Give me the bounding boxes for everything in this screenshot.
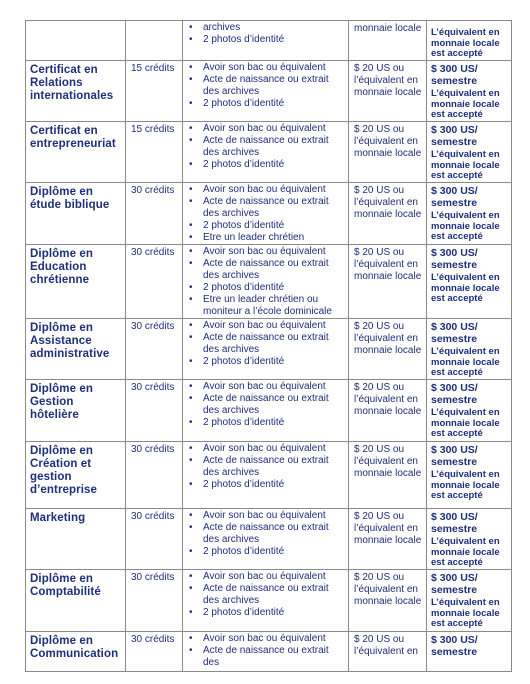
registration-fee-cell — [349, 570, 427, 632]
program-credits-cell — [126, 632, 183, 672]
requirements-cell — [183, 632, 349, 672]
tuition-cell — [427, 21, 512, 61]
requirements-cell — [183, 183, 349, 245]
program-name — [26, 21, 125, 24]
program-name-cell — [26, 319, 126, 380]
requirement-item: • Avoir son bac ou équivalent — [183, 123, 346, 135]
program-row — [26, 380, 512, 442]
tuition-cell — [427, 380, 512, 442]
requirement-item: • Acte de naissance ou extrait des archives — [183, 583, 346, 607]
program-credits: 30 crédits — [131, 444, 175, 455]
requirements-list — [183, 21, 348, 46]
local-currency-note: L’équivalent en monnaie locale est accepté — [431, 210, 500, 242]
requirements-list — [183, 122, 348, 171]
requirements-cell — [183, 442, 349, 509]
registration-fee: $ 20 US ou l’équivalent en monnaie locale — [354, 444, 422, 479]
tuition-price: $ 300 US/ semestre — [431, 382, 478, 406]
program-name: Diplôme en étude biblique — [30, 186, 110, 211]
requirements-cell — [183, 570, 349, 632]
program-credits: 15 crédits — [131, 124, 175, 135]
program-credits-cell — [126, 21, 183, 61]
registration-fee: $ 20 US ou l’équivalent en monnaie locale — [354, 185, 422, 220]
tuition-cell — [427, 442, 512, 509]
program-name: Diplôme en Assistance administrative — [30, 322, 110, 360]
local-currency-note: L’équivalent en monnaie locale est accepté — [431, 272, 500, 304]
registration-fee-cell — [349, 245, 427, 319]
tuition-price: $ 300 US/ semestre — [431, 247, 478, 271]
requirement-item: • 2 photos d’identité — [183, 546, 346, 558]
requirement-item: • 2 photos d’identité — [183, 607, 346, 619]
requirements-list — [183, 570, 348, 619]
local-currency-note: L’équivalent en monnaie locale est accepté — [431, 149, 500, 181]
registration-fee: $ 20 US ou l’équivalent en monnaie locale — [354, 247, 422, 282]
program-credits-cell — [126, 183, 183, 245]
requirement-item: • Avoir son bac ou équivalent — [183, 633, 346, 645]
requirement-item: • 2 photos d’identité — [183, 356, 346, 368]
requirement-item: • Avoir son bac ou équivalent — [183, 510, 346, 522]
requirements-cell — [183, 245, 349, 319]
registration-fee: $ 20 US ou l’équivalent en monnaie locale — [354, 511, 422, 546]
requirement-item: • Acte de naissance ou extrait des archives — [183, 455, 346, 479]
program-name: Marketing — [30, 512, 86, 524]
local-currency-note — [427, 658, 511, 660]
requirement-item: • 2 photos d’identité — [183, 282, 346, 294]
requirement-item: • Acte de naissance ou extrait des archives — [183, 393, 346, 417]
program-credits: 30 crédits — [131, 382, 175, 393]
registration-fee: monnaie locale — [354, 23, 422, 34]
registration-fee-cell — [349, 21, 427, 61]
program-name: Certificat en Relations internationales — [30, 64, 114, 102]
requirements-list — [183, 509, 348, 558]
tuition-cell — [427, 183, 512, 245]
registration-fee-cell — [349, 632, 427, 672]
requirement-item: • Avoir son bac ou équivalent — [183, 381, 346, 393]
program-credits-cell — [126, 570, 183, 632]
registration-fee: $ 20 US ou l’équivalent en monnaie locale — [354, 572, 422, 607]
program-credits: 30 crédits — [131, 185, 175, 196]
program-name-cell — [26, 245, 126, 319]
program-name: Certificat en entrepreneuriat — [30, 125, 116, 150]
program-name: Diplôme en Création et gestion d’entreprise — [30, 445, 98, 496]
requirement-item: • 2 photos d’identité — [183, 159, 346, 171]
tuition-cell — [427, 632, 512, 672]
registration-fee-cell — [349, 442, 427, 509]
registration-fee: $ 20 US ou l’équivalent en monnaie locale — [354, 124, 422, 159]
requirement-item: • Acte de naissance ou extrait des archives — [183, 522, 346, 546]
tuition-price: $ 300 US/ semestre — [431, 572, 478, 596]
requirements-list — [183, 319, 348, 368]
requirement-item: • Acte de naissance ou extrait des — [183, 645, 346, 669]
tuition-price: $ 300 US/ semestre — [431, 634, 478, 658]
requirements-list — [183, 61, 348, 110]
tuition-price: $ 300 US/ semestre — [431, 321, 478, 345]
requirement-item: • Avoir son bac ou équivalent — [183, 62, 346, 74]
requirement-item: • Avoir son bac ou équivalent — [183, 246, 346, 258]
program-name-cell — [26, 122, 126, 183]
program-name: Diplôme en Education chrétienne — [30, 248, 93, 286]
requirements-cell — [183, 319, 349, 380]
local-currency-note: L’équivalent en monnaie locale est accepté — [431, 27, 500, 59]
requirements-list — [183, 632, 348, 669]
tuition-price: $ 300 US/ semestre — [431, 511, 478, 535]
program-credits-cell — [126, 509, 183, 570]
requirement-item: • 2 photos d’identité — [183, 479, 346, 491]
program-name: Diplôme en Comptabilité — [30, 573, 101, 598]
program-name-cell — [26, 21, 126, 61]
registration-fee-cell — [349, 122, 427, 183]
program-row — [26, 61, 512, 122]
requirements-cell — [183, 61, 349, 122]
program-name-cell — [26, 509, 126, 570]
program-row — [26, 570, 512, 632]
program-row — [26, 509, 512, 570]
requirements-cell — [183, 380, 349, 442]
requirement-item: • 2 photos d’identité — [183, 220, 346, 232]
tuition-price: $ 300 US/ semestre — [431, 185, 478, 209]
requirements-list — [183, 245, 348, 318]
tuition-price: $ 300 US/ semestre — [431, 124, 478, 148]
program-name-cell — [26, 570, 126, 632]
local-currency-note: L’équivalent en monnaie locale est accepté — [431, 407, 500, 439]
tuition-price: $ 300 US/ semestre — [431, 444, 478, 468]
requirement-item: • archives — [183, 22, 346, 34]
requirement-item: • Acte de naissance ou extrait des archives — [183, 135, 346, 159]
registration-fee-cell — [349, 509, 427, 570]
tuition-price: $ 300 US/ semestre — [431, 63, 478, 87]
program-credits: 15 crédits — [131, 63, 175, 74]
tuition-cell — [427, 509, 512, 570]
requirements-cell — [183, 122, 349, 183]
tuition-cell — [427, 245, 512, 319]
requirement-item: • Avoir son bac ou équivalent — [183, 184, 346, 196]
requirement-item: • 2 photos d’identité — [183, 98, 346, 110]
program-credits: 30 crédits — [131, 247, 175, 258]
program-credits — [126, 21, 182, 23]
local-currency-note: L’équivalent en monnaie locale est accepté — [431, 88, 500, 120]
program-credits-cell — [126, 245, 183, 319]
requirement-item: • Avoir son bac ou équivalent — [183, 443, 346, 455]
program-name-cell — [26, 61, 126, 122]
requirement-item: • Acte de naissance ou extrait des archives — [183, 258, 346, 282]
requirement-item: • Etre un leader chrétien — [183, 232, 346, 244]
requirements-list — [183, 183, 348, 244]
registration-fee-cell — [349, 319, 427, 380]
requirement-item: • 2 photos d’identité — [183, 417, 346, 429]
program-credits: 30 crédits — [131, 321, 175, 332]
program-table-body — [26, 21, 512, 672]
program-credits: 30 crédits — [131, 511, 175, 522]
program-credits-cell — [126, 380, 183, 442]
program-row — [26, 319, 512, 380]
program-credits-cell — [126, 319, 183, 380]
local-currency-note: L’équivalent en monnaie locale est accepté — [431, 536, 500, 568]
requirement-item: • Acte de naissance ou extrait des archives — [183, 196, 346, 220]
registration-fee-cell — [349, 183, 427, 245]
program-name-cell — [26, 380, 126, 442]
tuition-cell — [427, 61, 512, 122]
program-row — [26, 632, 512, 672]
requirement-item: • Acte de naissance ou extrait des archives — [183, 332, 346, 356]
program-name-cell — [26, 183, 126, 245]
program-name: Diplôme en Gestion hôtelière — [30, 383, 93, 421]
tuition-cell — [427, 319, 512, 380]
program-name: Diplôme en Communication — [30, 635, 119, 660]
program-row — [26, 122, 512, 183]
program-row — [26, 183, 512, 245]
program-credits-cell — [126, 442, 183, 509]
requirements-cell — [183, 21, 349, 61]
program-credits: 30 crédits — [131, 572, 175, 583]
program-row — [26, 442, 512, 509]
program-table-page — [25, 20, 511, 668]
program-table — [25, 20, 512, 672]
requirements-cell — [183, 509, 349, 570]
local-currency-note: L’équivalent en monnaie locale est accepté — [431, 346, 500, 378]
requirement-item: • Avoir son bac ou équivalent — [183, 571, 346, 583]
requirements-list — [183, 442, 348, 491]
tuition-cell — [427, 122, 512, 183]
requirement-item: • Etre un leader chrétien ou moniteur a l’école dominicale — [183, 294, 346, 318]
program-row — [26, 245, 512, 319]
registration-fee: $ 20 US ou l’équivalent en monnaie locale — [354, 382, 422, 417]
requirements-list — [183, 380, 348, 429]
requirement-item: • Avoir son bac ou équivalent — [183, 320, 346, 332]
registration-fee-cell — [349, 380, 427, 442]
program-credits-cell — [126, 61, 183, 122]
program-credits-cell — [126, 122, 183, 183]
registration-fee: $ 20 US ou l’équivalent en monnaie locale — [354, 63, 422, 98]
registration-fee: $ 20 US ou l’équivalent en — [354, 634, 418, 657]
program-name-cell — [26, 442, 126, 509]
registration-fee: $ 20 US ou l’équivalent en monnaie locale — [354, 321, 422, 356]
program-credits: 30 crédits — [131, 634, 175, 645]
local-currency-note: L’équivalent en monnaie locale est accepté — [431, 469, 500, 501]
registration-fee-cell — [349, 61, 427, 122]
local-currency-note: L’équivalent en monnaie locale est accepté — [431, 597, 500, 629]
requirement-item: • Acte de naissance ou extrait des archives — [183, 74, 346, 98]
tuition-cell — [427, 570, 512, 632]
requirement-item: • 2 photos d’identité — [183, 34, 346, 46]
program-row — [26, 21, 512, 61]
program-name-cell — [26, 632, 126, 672]
